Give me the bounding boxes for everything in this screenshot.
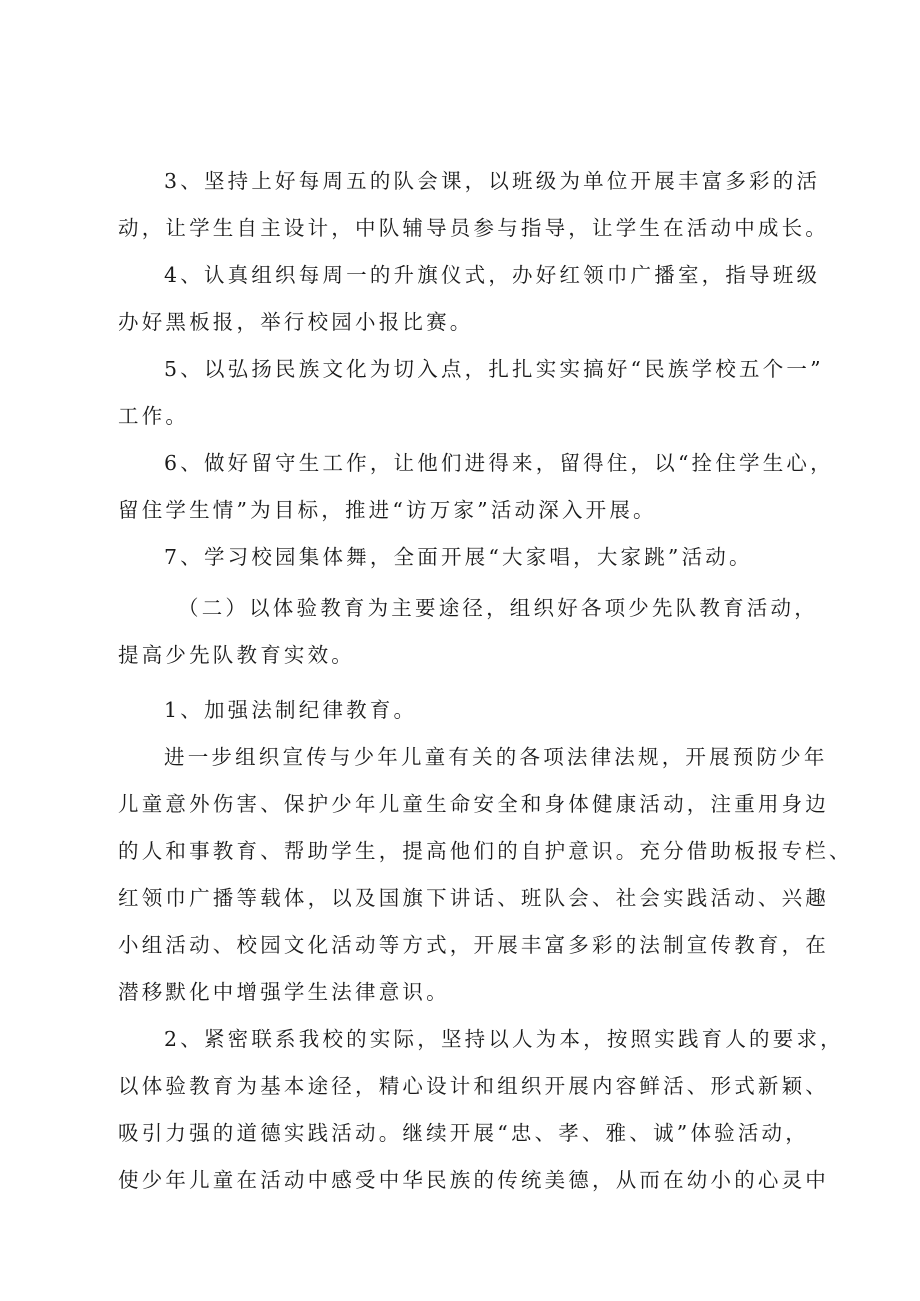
paragraph-item-3 [118, 158, 829, 252]
text-line: 5、以弘扬民族文化为切入点，扎扎实实搞好“民族学校五个一” [164, 357, 824, 381]
paragraph-item-5 [118, 346, 824, 440]
paragraph-item-6 [118, 440, 834, 534]
paragraph-item-7 [118, 534, 818, 581]
text-line: 3、坚持上好每周五的队会课，以班级为单位开展丰富多彩的活 [164, 169, 821, 193]
subheading-legal-education [118, 687, 818, 734]
text-line: 2、紧密联系我校的实际，坚持以人为本，按照实践育人的要求， [164, 1027, 844, 1051]
text-line: 小组活动、校园文化活动等方式，开展丰富多彩的法制宣传教育，在 [118, 933, 829, 957]
text-line: 动，让学生自主设计，中队辅导员参与指导，让学生在活动中成长。 [118, 216, 829, 240]
document-body [118, 158, 853, 1204]
text-line: 进一步组织宣传与少年儿童有关的各项法律法规，开展预防少年 [164, 745, 828, 769]
text-line: 提高少先队教育实效。 [118, 643, 355, 667]
text-line: 红领巾广播等载体，以及国旗下讲话、班队会、社会实践活动、兴趣 [118, 886, 829, 910]
text-line: 办好黑板报，举行校园小报比赛。 [118, 310, 474, 334]
paragraph-legal-education-body [118, 734, 853, 1016]
text-line: 以体验教育为基本途径，精心设计和组织开展内容鲜活、形式新颖、 [118, 1074, 829, 1098]
text-line: 潜移默化中增强学生法律意识。 [118, 980, 450, 1004]
paragraph-practice-activities [118, 1016, 844, 1204]
text-line: 1、加强法制纪律教育。 [164, 698, 418, 722]
text-line: 使少年儿童在活动中感受中华民族的传统美德，从而在幼小的心灵中 [118, 1168, 829, 1192]
text-line: 4、认真组织每周一的升旗仪式，办好红领巾广播室，指导班级 [164, 263, 821, 287]
text-line: 儿童意外伤害、保护少年儿童生命安全和身体健康活动，注重用身边 [118, 792, 829, 816]
text-line: 工作。 [118, 404, 190, 428]
text-line: 吸引力强的道德实践活动。继续开展“忠、孝、雅、诚”体验活动， [118, 1121, 809, 1145]
text-line: （二）以体验教育为主要途径，组织好各项少先队教育活动， [178, 596, 818, 620]
section-heading-2 [118, 585, 818, 679]
text-line: 6、做好留守生工作，让他们进得来，留得住，以“拴住学生心， [164, 451, 834, 475]
text-line: 7、学习校园集体舞，全面开展“大家唱，大家跳”活动。 [164, 545, 753, 569]
paragraph-item-4 [118, 252, 821, 346]
text-line: 留住学生情”为目标，推进“访万家”活动深入开展。 [118, 498, 657, 522]
text-line: 的人和事教育、帮助学生，提高他们的自护意识。充分借助板报专栏、 [118, 839, 853, 863]
